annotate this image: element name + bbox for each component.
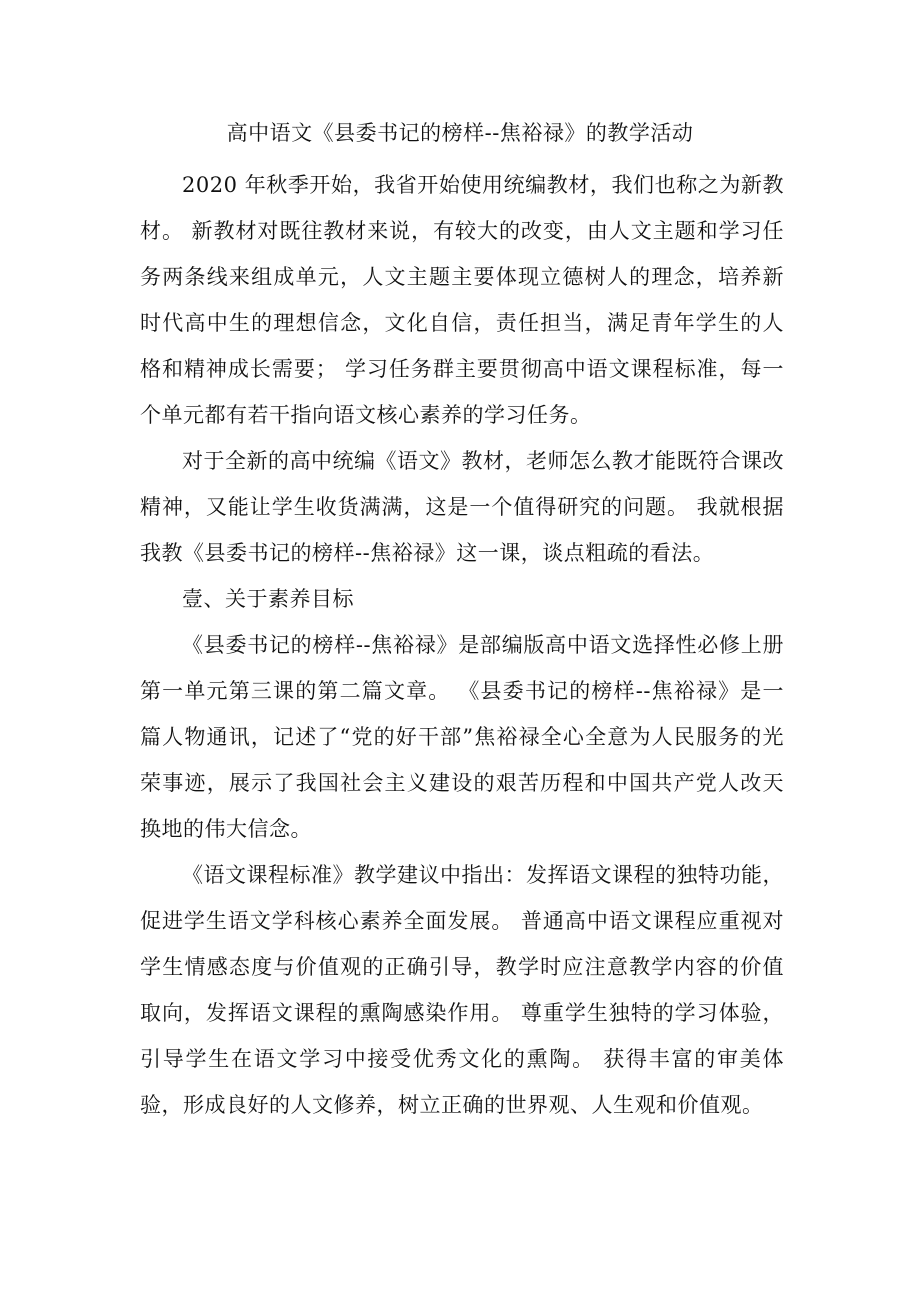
section-heading-literacy-goals: 壹、关于素养目标 bbox=[182, 587, 354, 611]
document-body bbox=[140, 162, 784, 1128]
paragraph-curriculum-standard: 《语文课程标准》教学建议中指出：发挥语文课程的独特功能，促进学生语文学科核心素养全面发展。 普通高中语文课程应重视对学生情感态度与价值观的正确引导，教学时应注意教学内容的价值取向，发挥语文课程的熏陶感染作用。 尊重学生独特的学习体验，引导学生在语文学习中接受优秀文化的熏陶。 获得丰富的审美体验，形成良好的人文修养，树立正确的世界观、人生观和价值观。 bbox=[140, 863, 784, 1117]
paragraph-question: 对于全新的高中统编《语文》教材，老师怎么教才能既符合课改精神，又能让学生收货满满，这是一个值得研究的问题。 我就根据我教《县委书记的榜样--焦裕禄》这一课，谈点粗疏的看法。 bbox=[140, 449, 784, 565]
paragraph-text-intro: 《县委书记的榜样--焦裕禄》是部编版高中语文选择性必修上册第一单元第三课的第二篇文章。 《县委书记的榜样--焦裕禄》是一篇人物通讯，记述了“党的好干部”焦裕禄全心全意为人民服务的光荣事迹，展示了我国社会主义建设的艰苦历程和中国共产党人改天换地的伟大信念。 bbox=[140, 633, 784, 841]
document-title: 高中语文《县委书记的榜样--焦裕禄》的教学活动 bbox=[226, 121, 694, 145]
paragraph-intro: 2020 年秋季开始，我省开始使用统编教材，我们也称之为新教材。 新教材对既往教材来说，有较大的改变，由人文主题和学习任务两条线来组成单元，人文主题主要体现立德树人的理念，培养新时代高中生的理想信念，文化自信，责任担当，满足青年学生的人格和精神成长需要； 学习任务群主要贯彻高中语文课程标准，每一个单元都有若干指向语文核心素养的学习任务。 bbox=[140, 173, 784, 427]
